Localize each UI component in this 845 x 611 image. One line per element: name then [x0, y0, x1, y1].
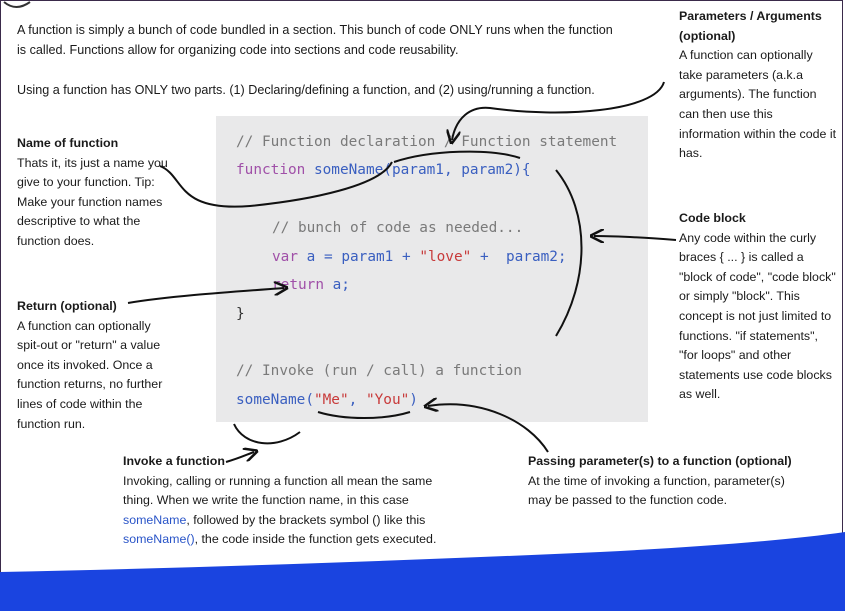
code-params: (param1, param2){: [383, 162, 531, 178]
code-return-value: a;: [323, 277, 350, 293]
note-code-block-body: Any code within the curly braces { ... } is called a "block of code", "code block" or simply "block". This concept is not just limited to functions. "if statements", "for loops" and other statements use code blocks as well.: [679, 230, 836, 402]
code-block-arrow: [594, 236, 676, 240]
code-string-me: "Me": [313, 392, 349, 408]
note-code-block-title: Code block: [679, 211, 746, 225]
note-name-title: Name of function: [17, 136, 119, 150]
code-comment-invoke: // Invoke (run / call) a function: [236, 363, 522, 379]
code-block-bracket: [556, 170, 582, 336]
passing-arrow: [428, 404, 548, 452]
code-comment-declaration: // Function declaration / Function statement: [236, 134, 618, 150]
note-invoke-text-3: , the code inside the function gets executed.: [194, 532, 437, 547]
args-underline: [318, 412, 410, 418]
note-passing-title: Passing parameter(s) to a function (optional): [528, 454, 792, 468]
note-invoke-text-1: Invoking, calling or running a function all mean the same thing. When we write the function name, in this case: [123, 473, 433, 508]
name-arrow: [160, 162, 392, 207]
code-call-close: ): [409, 392, 418, 408]
intro-paragraph-2: Using a function has ONLY two parts. (1) Declaring/defining a function, and (2) using/running a function.: [17, 83, 595, 97]
invoke-arrow: [226, 452, 254, 462]
code-keyword-function: function: [236, 162, 306, 178]
note-invoke-fn-call: someName(): [123, 532, 195, 547]
note-passing-body: At the time of invoking a function, parameter(s) may be passed to the function code.: [528, 473, 785, 508]
note-parameters-title: Parameters / Arguments (optional): [679, 9, 822, 43]
params-underline: [394, 152, 520, 162]
note-return-title: Return (optional): [17, 299, 117, 313]
parameters-arrow: [452, 82, 664, 140]
code-var-expression: a = param1 +: [306, 249, 420, 265]
code-keyword-var: var: [272, 249, 298, 265]
note-parameters-body: A function can optionally take parameters (a.k.a arguments). The function can then use this information within the code it has.: [679, 48, 837, 161]
code-close-brace: }: [236, 306, 245, 322]
code-keyword-return: return: [272, 277, 324, 293]
note-name-body: Thats it, its just a name you give to your function. Tip: Make your function names descriptive to what the function does.: [17, 155, 168, 248]
note-invoke-fn-name: someName: [123, 512, 187, 527]
code-comment-body: // bunch of code as needed...: [272, 220, 524, 236]
return-arrow: [128, 288, 284, 303]
note-invoke-title: Invoke a function: [123, 454, 225, 468]
code-call-name: someName: [236, 392, 306, 408]
code-var-end: + param2;: [471, 249, 567, 265]
code-function-name: someName: [313, 162, 384, 178]
code-string-love: "love": [419, 249, 472, 265]
code-call-separator: ,: [348, 392, 366, 408]
bottom-wave: [0, 532, 845, 611]
note-return-body: A function can optionally spit-out or "return" a value once its invoked. Once a function returns, no further lines of code within the function run.: [17, 318, 163, 431]
code-string-you: "You": [365, 392, 410, 408]
corner-circle-fragment: [4, 2, 30, 7]
note-invoke-text-2: , followed by the brackets symbol () like this: [186, 512, 426, 527]
intro-paragraph-1: A function is simply a bunch of code bundled in a section. This bunch of code ONLY runs when the function is called. Functions allow for organizing code into sections and code reusability.: [17, 23, 613, 57]
invoke-curve: [234, 424, 300, 443]
code-call-open: (: [305, 392, 314, 408]
